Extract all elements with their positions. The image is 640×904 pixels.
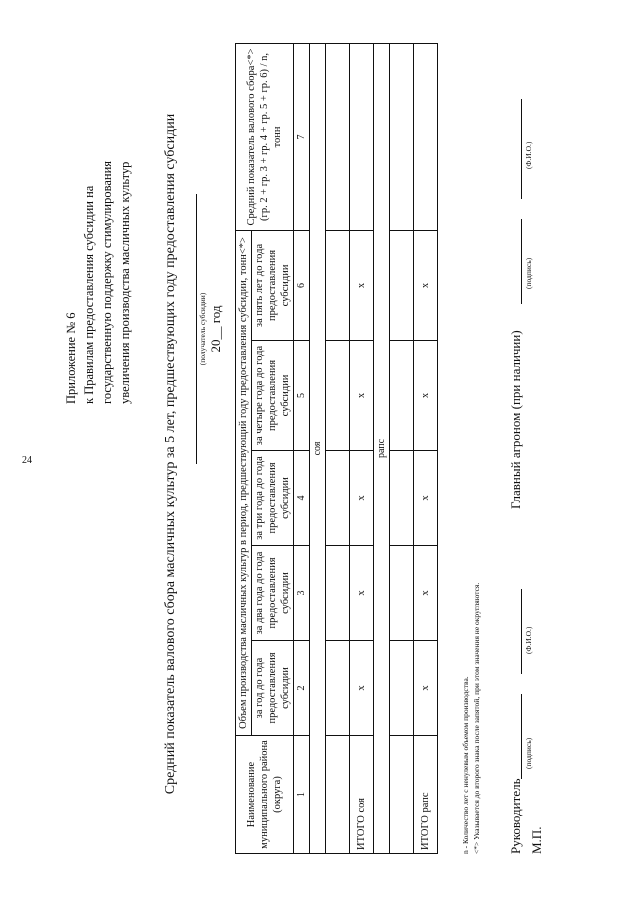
table-cell — [390, 641, 414, 736]
table-cell: x — [350, 641, 374, 736]
group-row-soy — [310, 43, 326, 853]
table-cell — [326, 341, 350, 451]
agronomist-signature-line — [521, 219, 522, 304]
year-field: 20__ год — [208, 305, 223, 353]
table-cell: x — [414, 341, 438, 451]
header-district: Наименование муниципального района (округа) — [236, 736, 294, 854]
total-row-soy — [350, 43, 374, 853]
yield-table — [235, 43, 438, 854]
table-cell: x — [414, 546, 438, 641]
table-cell — [350, 43, 374, 230]
table-cell: x — [350, 230, 374, 340]
table-cell — [326, 546, 350, 641]
appendix-line: государственную поддержку стимулирования — [100, 160, 114, 404]
recipient-caption: (получатель субсидии) — [198, 292, 207, 366]
document-title: Средний показатель валового сбора масличных культур за 5 лет, предшествующих году предоставления субсидии — [163, 113, 178, 795]
table-cell — [390, 230, 414, 340]
table-cell: x — [350, 451, 374, 546]
head-name-line — [521, 589, 522, 674]
table-cell — [326, 230, 350, 340]
col-number: 2 — [294, 641, 310, 736]
agronomist-name-line — [521, 99, 522, 199]
table-cell — [390, 546, 414, 641]
agronomist-signature-caption: (подпись) — [524, 257, 533, 289]
table-cell: x — [414, 451, 438, 546]
col-number: 7 — [294, 43, 310, 230]
header-year-2: за два года до года предоставления субсидии — [252, 546, 294, 641]
table-cell — [326, 736, 350, 854]
table-cell — [390, 736, 414, 854]
table-cell — [390, 43, 414, 230]
agronomist-name-caption: (Ф.И.О.) — [524, 141, 533, 169]
header-production-group: Объем производства масличных культур в период, предшествующий году предоставления субсидии, тонн<*> — [236, 230, 252, 735]
header-year-1: за год до года предоставления субсидии — [252, 641, 294, 736]
agronomist-label: Главный агроном (при наличии) — [508, 330, 523, 509]
recipient-line — [196, 194, 197, 464]
head-label: Руководитель — [508, 778, 523, 854]
header-year-4: за четыре года до года предоставления субсидии — [252, 341, 294, 451]
col-number: 1 — [294, 736, 310, 854]
appendix-header — [62, 74, 134, 404]
table-cell — [326, 641, 350, 736]
header-year-3: за три года до года предоставления субсидии — [252, 451, 294, 546]
header-year-5: за пять лет до года предоставления субсидии — [252, 230, 294, 340]
col-number: 4 — [294, 451, 310, 546]
table-cell: x — [414, 230, 438, 340]
total-label: ИТОГО соя — [350, 736, 374, 854]
appendix-line: Приложение № 6 — [64, 312, 78, 404]
table-cell — [326, 43, 350, 230]
head-signature-caption: (подпись) — [524, 737, 533, 769]
column-number-row — [294, 43, 310, 853]
stamp-place-label: М.П. — [529, 826, 544, 854]
table-cell — [390, 451, 414, 546]
table-row — [326, 43, 350, 853]
col-number: 6 — [294, 230, 310, 340]
head-name-caption: (Ф.И.О.) — [524, 626, 533, 654]
head-signature-line — [521, 694, 522, 779]
total-label: ИТОГО рапс — [414, 736, 438, 854]
table-cell — [390, 341, 414, 451]
appendix-line: увеличения производства масличных культур — [118, 161, 132, 404]
col-number: 3 — [294, 546, 310, 641]
table-cell: x — [350, 546, 374, 641]
total-row-rapeseed — [414, 43, 438, 853]
group-label-soy: соя — [310, 43, 326, 853]
footnote: n - Количество лет с ненулевым объемом производства. — [461, 676, 470, 854]
group-row-rapeseed — [374, 43, 390, 853]
col-number: 5 — [294, 341, 310, 451]
header-average: Средний показатель валового сбора<*> (гр. 2 + гр. 3 + гр. 4 + гр. 5 + гр. 6) / n, тонн — [236, 43, 294, 230]
table-cell: x — [350, 341, 374, 451]
footnotes — [460, 583, 482, 854]
table-cell: x — [414, 641, 438, 736]
group-label-rapeseed: рапс — [374, 43, 390, 853]
footnote: <*> Указывается до второго знака после запятой, при этом значения не округляются. — [472, 582, 481, 854]
page-number: 24 — [22, 455, 32, 466]
table-cell — [414, 43, 438, 230]
appendix-line: к Правилам предоставления субсидии на — [82, 185, 96, 404]
table-cell — [326, 451, 350, 546]
table-row — [390, 43, 414, 853]
